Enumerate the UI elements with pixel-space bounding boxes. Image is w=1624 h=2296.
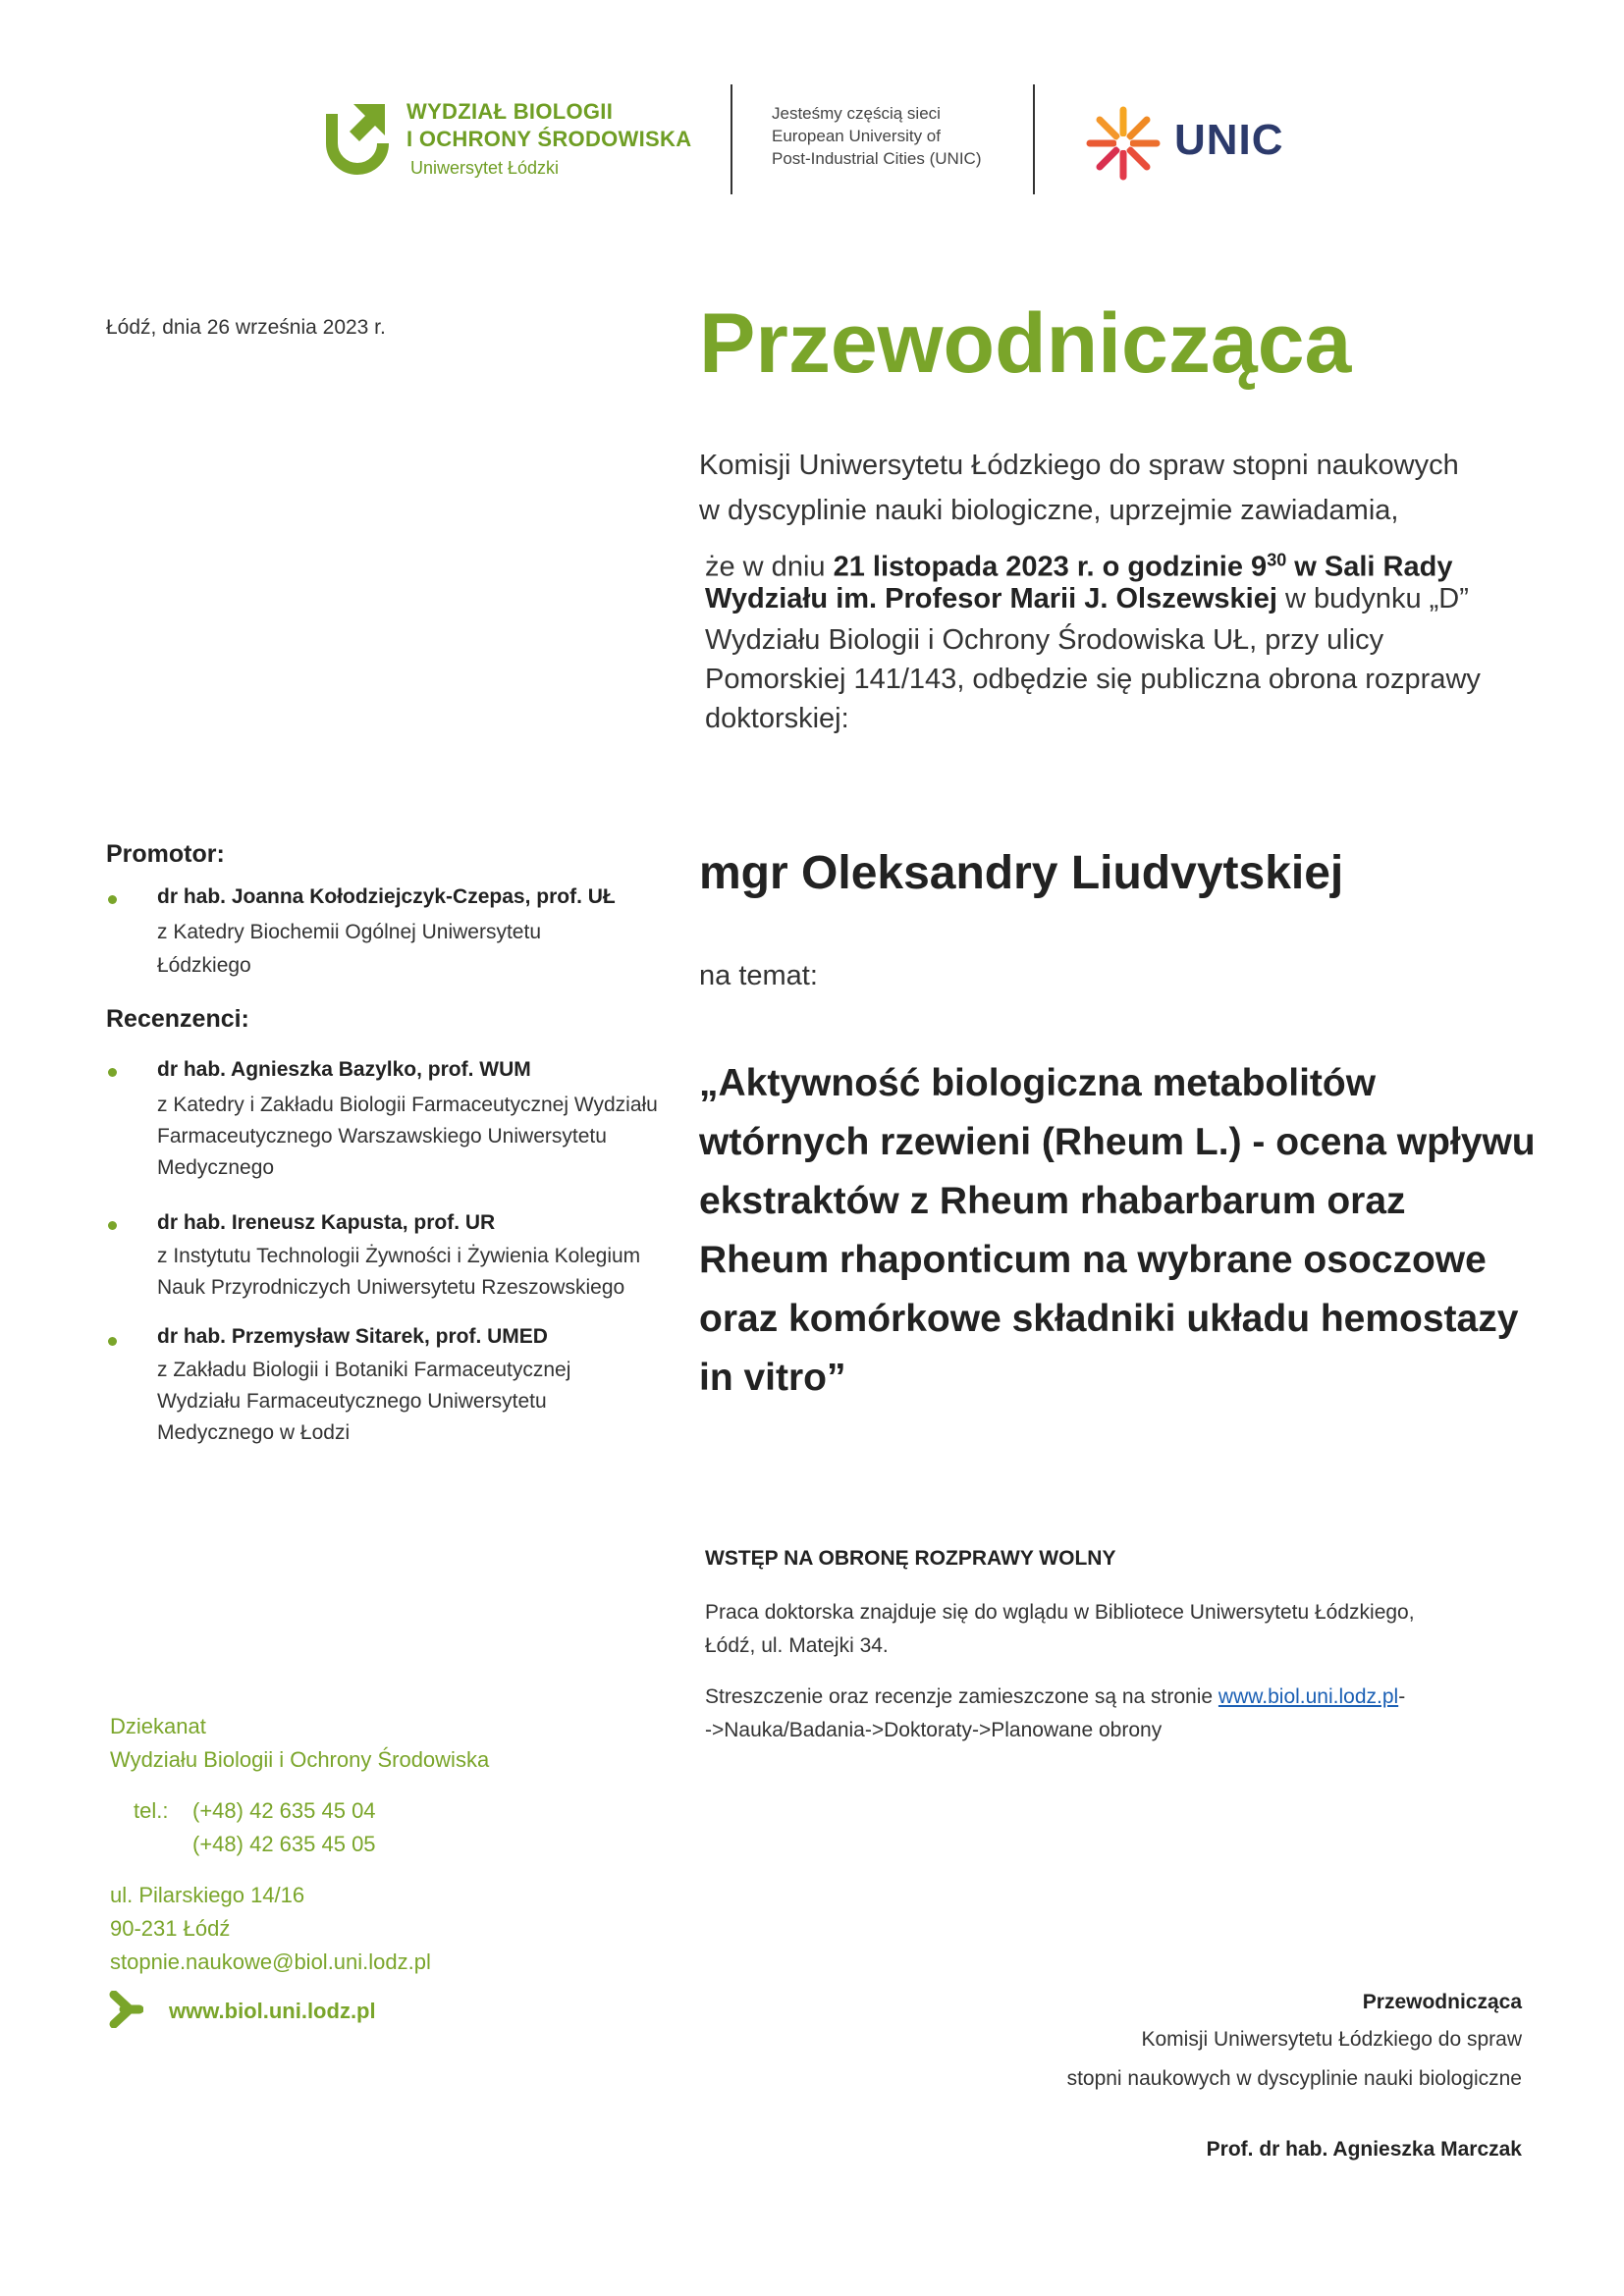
header-divider <box>1033 84 1035 194</box>
bullet-icon <box>108 895 117 904</box>
topic-line: oraz komórkowe składniki układu hemostazy <box>699 1298 1519 1340</box>
contact-faculty: Wydziału Biologii i Ochrony Środowiska <box>110 1747 490 1772</box>
topic-line: Rheum rhaponticum na wybrane osoczowe <box>699 1239 1487 1281</box>
bullet-icon <box>108 1221 117 1230</box>
contact-email[interactable]: stopnie.naukowe@biol.uni.lodz.pl <box>110 1949 431 1974</box>
contact-tel-label: tel.: <box>134 1798 169 1823</box>
unic-logo-icon <box>1084 104 1163 183</box>
reviewer-affiliation: Wydziału Farmaceutycznego Uniwersytetu <box>157 1390 547 1413</box>
reviewer-affiliation: z Katedry i Zakładu Biologii Farmaceutycznej Wydziału <box>157 1094 658 1116</box>
topic-label: na temat: <box>699 960 818 991</box>
topic-line: ekstraktów z Rheum rhabarbarum oraz <box>699 1180 1406 1222</box>
summary-path: ->Nauka/Badania->Doktoraty->Planowane obrony <box>705 1719 1163 1741</box>
faculty-logo-icon <box>324 100 393 179</box>
website-link[interactable]: www.biol.uni.lodz.pl <box>169 1999 376 2023</box>
document-date: Łódź, dnia 26 września 2023 r. <box>106 316 386 339</box>
intro-line: Wydziału Biologii i Ochrony Środowiska UŁ, przy ulicy <box>705 624 1384 656</box>
promotor-affiliation: Łódzkiego <box>157 954 251 977</box>
signature-line: Komisji Uniwersytetu Łódzkiego do spraw <box>1141 2028 1522 2051</box>
topic-line: wtórnych rzewieni (Rheum L.) - ocena wpływu <box>699 1121 1536 1163</box>
intro-line: Komisji Uniwersytetu Łódzkiego do spraw stopni naukowych <box>699 450 1459 481</box>
reviewer-affiliation: z Zakładu Biologii i Botaniki Farmaceutycznej <box>157 1359 571 1381</box>
page-title: Przewodnicząca <box>699 296 1352 391</box>
contact-office: Dziekanat <box>110 1714 206 1738</box>
reviewers-heading: Recenzenci: <box>106 1005 249 1033</box>
university-name: Uniwersytet Łódzki <box>410 158 560 178</box>
network-text-line: European University of <box>772 127 941 145</box>
signature-role: Przewodnicząca <box>1362 1991 1522 2013</box>
reviewer-name: dr hab. Agnieszka Bazylko, prof. WUM <box>157 1058 531 1081</box>
promotor-name: dr hab. Joanna Kołodziejczyk-Czepas, prof. UŁ <box>157 885 616 908</box>
candidate-name: mgr Oleksandry Liudvytskiej <box>699 847 1344 899</box>
summary-info: Streszczenie oraz recenzje zamieszczone są na stronie www.biol.uni.lodz.pl- <box>705 1685 1406 1708</box>
bullet-icon <box>108 1337 117 1346</box>
contact-city: 90-231 Łódź <box>110 1916 231 1941</box>
reviewer-affiliation: z Instytutu Technologii Żywności i Żywienia Kolegium <box>157 1245 641 1267</box>
topic-line: in vitro” <box>699 1357 846 1399</box>
library-info: Łódź, ul. Matejki 34. <box>705 1634 889 1657</box>
entry-note: WSTĘP NA OBRONĘ ROZPRAWY WOLNY <box>705 1547 1116 1570</box>
topic-line: „Aktywność biologiczna metabolitów <box>699 1062 1377 1104</box>
reviewer-affiliation: Medycznego <box>157 1156 275 1179</box>
contact-phone: (+48) 42 635 45 05 <box>192 1832 376 1856</box>
intro-line: doktorskiej: <box>705 703 849 734</box>
reviewer-name: dr hab. Przemysław Sitarek, prof. UMED <box>157 1325 548 1348</box>
reviewer-affiliation: Medycznego w Łodzi <box>157 1421 351 1444</box>
signature-name: Prof. dr hab. Agnieszka Marczak <box>1206 2138 1522 2161</box>
bullet-icon <box>108 1068 117 1077</box>
contact-phone: (+48) 42 635 45 04 <box>192 1798 376 1823</box>
intro-line-datetime: że w dniu 21 listopada 2023 r. o godzinie $9^{30}$ w Sali Rady <box>705 550 1453 583</box>
faculty-name-line1: WYDZIAŁ BIOLOGII <box>406 99 614 124</box>
faculty-name-line2: I OCHRONY ŚRODOWISKA <box>406 127 692 151</box>
arrow-right-icon <box>108 1991 143 2028</box>
website-link[interactable]: www.biol.uni.lodz.pl <box>1218 1685 1399 1708</box>
network-text-line: Post-Industrial Cities (UNIC) <box>772 149 982 168</box>
contact-street: ul. Pilarskiego 14/16 <box>110 1883 305 1907</box>
header-divider <box>731 84 732 194</box>
network-text-line: Jesteśmy częścią sieci <box>772 104 941 123</box>
reviewer-affiliation: Nauk Przyrodniczych Uniwersytetu Rzeszowskiego <box>157 1276 625 1299</box>
unic-wordmark: UNIC <box>1174 116 1284 164</box>
promotor-heading: Promotor: <box>106 840 225 868</box>
intro-line-room: Wydziału im. Profesor Marii J. Olszewskiej w budynku „D” <box>705 583 1469 614</box>
intro-line: Pomorskiej 141/143, odbędzie się publiczna obrona rozprawy <box>705 664 1481 695</box>
library-info: Praca doktorska znajduje się do wglądu w Bibliotece Uniwersytetu Łódzkiego, <box>705 1601 1415 1624</box>
intro-line: w dyscyplinie nauki biologiczne, uprzejmie zawiadamia, <box>699 495 1399 526</box>
reviewer-affiliation: Farmaceutycznego Warszawskiego Uniwersytetu <box>157 1125 607 1148</box>
promotor-affiliation: z Katedry Biochemii Ogólnej Uniwersytetu <box>157 921 542 943</box>
signature-line: stopni naukowych w dyscyplinie nauki biologiczne <box>1066 2067 1522 2090</box>
reviewer-name: dr hab. Ireneusz Kapusta, prof. UR <box>157 1211 496 1234</box>
